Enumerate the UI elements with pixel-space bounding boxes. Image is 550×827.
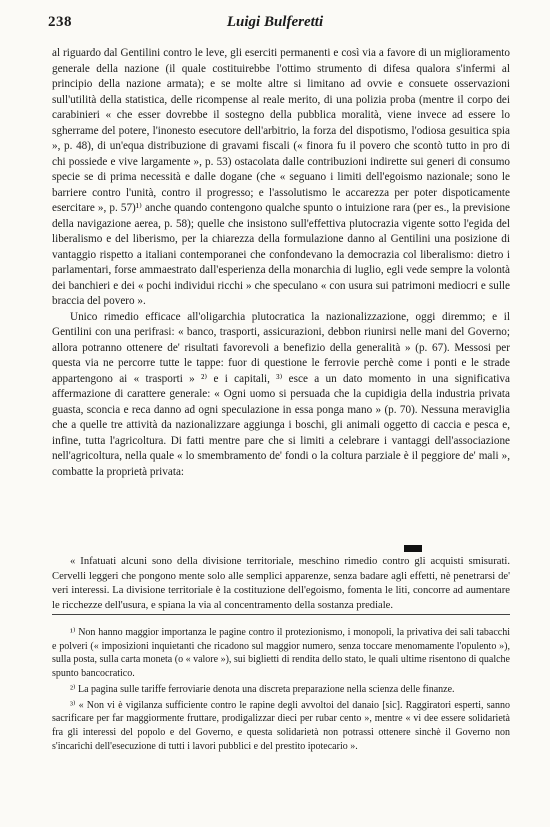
footnotes: [52, 626, 510, 753]
page-number: 238: [48, 14, 72, 30]
footnote-3: ³⁾ « Non vi è vigilanza sufficiente contro le rapine degli avvoltoi del danaio [sic]. Raggiratori esperti, sanno sacrificare per far maggiormente fruttare, prodigalizzar dieci per rubar cento », mentre « vi dee essere solidarietà fra gli interessi del popolo e del Governo, e questa solidarietà non potrassi ottenere sinchè il Governo non s'incarichi dell'esecuzione di tutti i lavori pubblici e del prestito ipotecario ».: [52, 699, 510, 752]
main-text: [52, 46, 510, 480]
paragraph-1: al riguardo dal Gentilini contro le leve, gli eserciti permanenti e così via a favore di un miglioramento generale della nazione (il quale costituirebbe l'ottimo strumento di difesa qualora s'infermi al principio della nazione armata); e se molte altre si limitano ad ovvie e consuete osservazioni sull'utilità della statistica, delle ricompense al reale merito, di una polizia proba (mentre il corpo dei carabinieri « che esser dovrebbe il sostegno della pubblica moralità, viene invece ad essere lo sgherrame del potere, l'inonesto esecutore dell'arbitrio, la forza del dispotismo, l'odiosa gesuitica spia », p. 48), di un'equa distribuzione di gravami fiscali (« finora fu il povero che scontò tutto in pro di chi possiede e vive largamente », p. 53) ostacolata dalle contribuzioni indirette sui generi di consumo specie se di prima necessità e dalle dogane (che « seguano i limiti dell'egoismo nazionale; sono le barriere contro l'unità, contro il progresso; e l'assolutismo le accarezza per poter dispoticamente esercitare », p. 57)¹⁾ anche quando contengono qualche spunto o intuizione rara (per es., la previsione della navigazione aerea, p. 58); quelle che insistono sull'effettiva plutocrazia vigente sotto l'egida del liberalismo e del liberismo, per la chiarezza della formulazione danno al Gentilini una posizione di vantaggio rispetto a italiani contemporanei che confondevano la democrazia col liberalismo: dietro i parlamentari, forse ammaestrato dall'esperienza della monarchia di luglio, egli vede sempre la volontà dei banchieri e dei « pochi individui ricchi » che speculano « con usura sui patrimoni mediocri e sulle braccia del povero ».: [52, 47, 510, 307]
footnote-divider: [52, 614, 510, 615]
footnote-1: ¹⁾ Non hanno maggior importanza le pagine contro il protezionismo, i monopoli, la privativa dei sali tabacchi e polveri (« imposizioni inquietanti che ricadono sul maggior numero, senza toccare menomamente l'opulento »), sulla posta, sulla carta moneta (o « valore »), sui biglietti di rendita dello stato, le quali ultime risentono di qualche spunto bancocratico.: [52, 627, 510, 680]
page-header: [48, 14, 502, 34]
quote-text: « Infatuati alcuni sono della divisione territoriale, meschino rimedio contro gli acquisti smisurati. Cervelli leggeri che pongono mente solo alle semplici apparenze, senza badare agli effetti, nè penetrarsi de' veri interessi. La divisione territoriale è la costituzione dell'egoismo, fomenta le liti, concorre ad aumentare le ricchezze dell'usura, e spiana la via al concentramento della sostanza prediale.: [52, 556, 510, 611]
ink-blot: [404, 545, 422, 552]
paragraph-2: Unico rimedio efficace all'oligarchia plutocratica la nazionalizzazione, oggi diremmo; e il Gentilini con una perifrasi: « banco, trasporti, assicurazioni, debbon riunirsi nelle mani del Governo; allora potranno ottenere de' risultati favorevoli a benefizio della generalità » (p. 67). Messosi per questa via ne percorre tutte le tappe: fuor di questione le ferrovie perchè come i ponti e le strade appartengono ai « trasporti » ²⁾ e i capitali, ³⁾ esce a un dato momento in una significativa affermazione di carattere generale: « Ogni uomo si persuada che la cupidigia della industria privata guasta, sconcia e reca danno ad ogni speculazione in essa ponga mano » (p. 70). Nessuna meraviglia che a quelle tre attività da nazionalizzare aggiunga i boschi, gli animali oggetto di caccia e pesca e, infine, tutta l'agricoltura. Di fatti mentre pare che si limiti a celebrare i vantaggi dell'associazione nell'agricoltura, nella quale « lo smembramento de' fondi o la coltura parziale è il peggiore de' mali », combatte la proprietà privata:: [52, 310, 510, 478]
running-title: Luigi Bulferetti: [226, 14, 324, 30]
block-quote: [52, 555, 510, 613]
footnote-2: ²⁾ La pagina sulle tariffe ferroviarie denota una discreta preparazione nella scienza delle finanze.: [70, 683, 455, 695]
